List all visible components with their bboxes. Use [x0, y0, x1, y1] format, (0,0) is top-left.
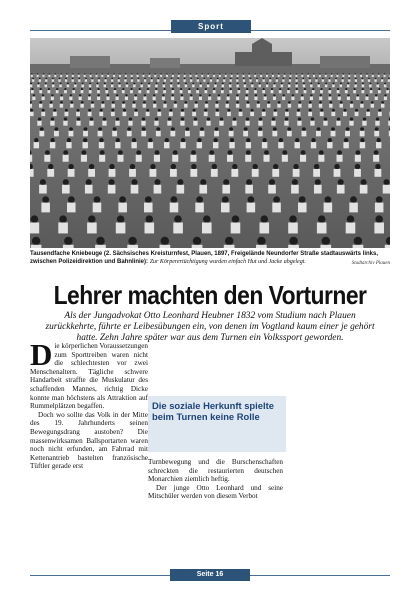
body-column-left — [30, 337, 148, 471]
historic-photo — [30, 38, 390, 248]
paragraph: Doch wo sollte das Volk in der Mitte des 19. Jahrhunderts seinen Bewegungsdrang austoben? Die massenwirksamen Ballsportarten waren noch nicht erfunden, am Fahrrad mit Kettenantrieb bastelten französische Tüftler gerade erst — [30, 410, 148, 471]
section-label: Sport — [171, 20, 251, 33]
photo-credit: Stadtarchiv Plauen — [351, 261, 390, 266]
paragraph — [30, 337, 148, 411]
caption-text: Tausendfache Kniebeuge (2. Sächsisches Kreisturnfest, Plauen, 1897, Freigelände Neundorfer Straße stadtauswärts links, zwischen Polizeidirektion und Bahnlinie): — [30, 251, 379, 265]
body-column-right — [148, 458, 283, 501]
paragraph: Der junge Otto Leonhard und seine Mitschüler werden von diesem Verbot — [148, 483, 283, 501]
paragraph: Turnbewegung und die Burschenschaften schreckten die restaurierten deutschen Monarchien ziemlich heftig. — [148, 458, 283, 484]
headline: Lehrer machten den Vorturner — [53, 280, 367, 310]
caption-italic: Zur Körperertüchtigung wurden einfach Hut und Jacke abgelegt. — [149, 259, 306, 265]
subheading: Die soziale Herkunft spielte beim Turnen keine Rolle — [152, 400, 274, 422]
photo-caption — [30, 250, 390, 266]
deck-text: Als der Jungadvokat Otto Leonhard Heubner 1832 vom Studium nach Plauen zurückkehrte, führte er Leibesübungen ein, von denen im Vogtland kaum einer je gehört hatte. Zehn Jahre später war aus dem Turnen ein Volkssport geworden. — [45, 311, 375, 343]
page-number: Seite 16 — [170, 569, 250, 581]
drop-cap: D — [30, 337, 53, 372]
paragraph-text: ie körperlichen Voraussetzungen zum Sporttreiben waren nicht die schlechtesten vor zwei Menschenaltern. Tägliche schwere Handarbeit straffte die Muskulatur des schaffenden Mannes, richtig Dicke konnte man höchstens als Attraktion auf Rummelplätzen begaffen. — [30, 342, 148, 411]
